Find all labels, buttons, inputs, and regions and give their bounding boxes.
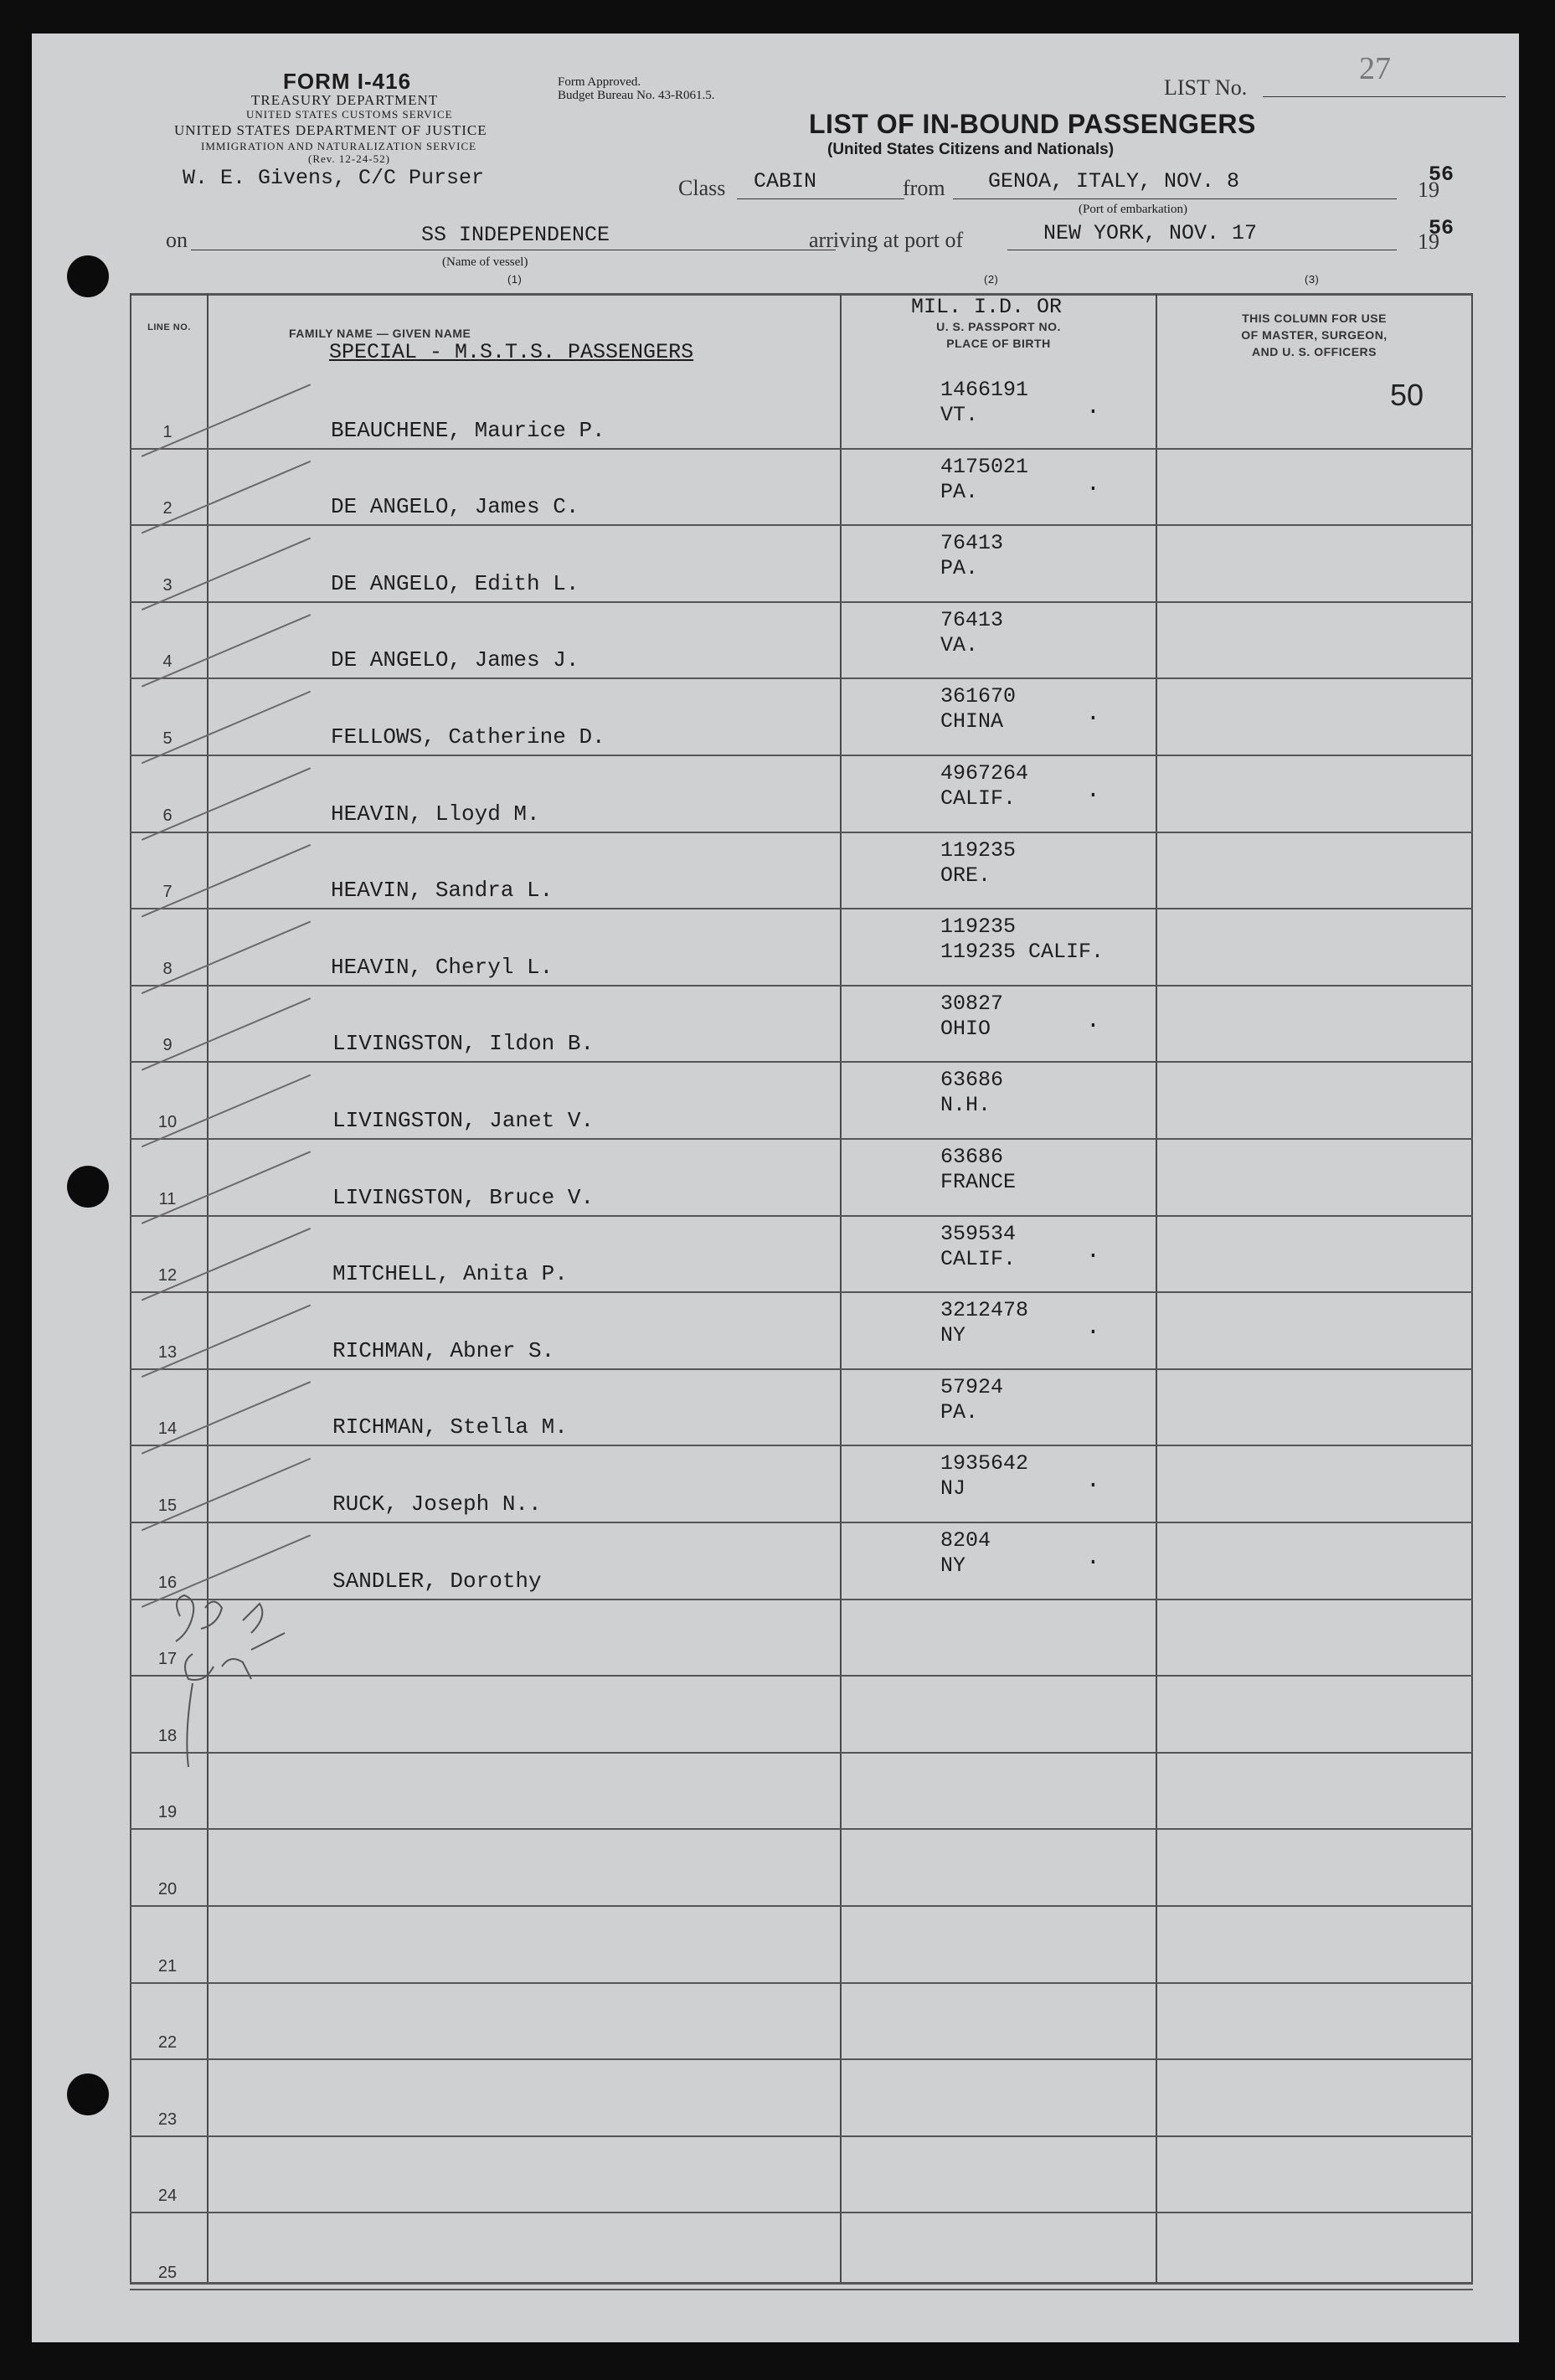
passport-number: 4967264: [940, 761, 1029, 786]
typed-dot: .: [1086, 1545, 1100, 1571]
col-header-master-2: OF MASTER, SURGEON,: [1241, 328, 1388, 342]
row-line-number: 21: [157, 1956, 178, 1976]
row-line-number: 25: [157, 2264, 178, 2282]
passport-number: 1466191: [940, 378, 1029, 402]
row-line-number: 13: [157, 1342, 178, 1362]
place-of-birth: CHINA: [940, 709, 1004, 734]
dept-line-4: IMMIGRATION AND NATURALIZATION SERVICE: [201, 140, 477, 152]
passenger-table: [130, 293, 1473, 2285]
revision: (Rev. 12-24-52): [308, 152, 390, 165]
row-line-number: 19: [157, 1803, 178, 1822]
col-header-id-3: PLACE OF BIRTH: [946, 337, 1051, 350]
row-line-number: 10: [157, 1113, 178, 1131]
row-line-number: 16: [157, 1573, 178, 1592]
row-divider: [130, 1368, 1473, 1370]
year-prefix-1: 19: [1418, 178, 1439, 202]
passenger-name: LIVINGSTON, Janet V.: [332, 1108, 595, 1133]
row-divider: [130, 677, 1473, 679]
col-header-line-no: LINE NO.: [147, 322, 191, 332]
passport-number: 63686: [940, 1145, 1004, 1169]
row-divider: [130, 908, 1473, 909]
class-label: Class: [678, 176, 726, 200]
typed-dot: .: [1086, 1007, 1100, 1034]
list-no-label: LIST No.: [1164, 75, 1248, 100]
row-divider: [130, 2135, 1473, 2137]
row-line-number: 24: [157, 2187, 178, 2206]
list-no-value: 27: [1359, 51, 1391, 86]
passport-number: 4175021: [940, 454, 1029, 479]
place-of-birth: PA.: [940, 556, 979, 581]
col-header-id-1: MIL. I.D. OR: [911, 295, 1063, 319]
dept-line-3: UNITED STATES DEPARTMENT OF JUSTICE: [174, 122, 487, 138]
row-divider: [130, 2212, 1473, 2213]
row-line-number: 17: [157, 1650, 178, 1669]
row-divider: [130, 1061, 1473, 1063]
row-line-number: 9: [162, 1036, 172, 1055]
passport-number: 361670: [940, 684, 1017, 709]
place-of-birth: PA.: [940, 1399, 979, 1424]
passenger-name: DE ANGELO, Edith L.: [331, 570, 579, 596]
passport-number: 76413: [940, 607, 1004, 632]
place-of-birth: NY: [940, 1323, 966, 1348]
row-line-number: 7: [162, 883, 172, 902]
place-of-birth: VT.: [940, 403, 979, 427]
passenger-name: HEAVIN, Lloyd M.: [331, 801, 540, 827]
passport-number: 119235: [940, 914, 1017, 940]
punch-hole: [67, 255, 109, 297]
dept-line-1: TREASURY DEPARTMENT: [251, 92, 439, 108]
row-line-number: 3: [162, 575, 172, 595]
row-divider: [130, 1291, 1473, 1293]
row-line-number: 11: [158, 1189, 177, 1208]
passenger-name: BEAUCHENE, Maurice P.: [331, 417, 605, 443]
punch-hole: [67, 1166, 109, 1208]
passenger-name: RICHMAN, Abner S.: [332, 1337, 555, 1363]
place-of-birth: 119235 CALIF.: [940, 940, 1104, 965]
typed-dot: .: [1086, 471, 1100, 497]
passport-number: 8204: [940, 1528, 991, 1553]
typed-dot: .: [1086, 1315, 1100, 1342]
passenger-name: SANDLER, Dorothy: [332, 1568, 542, 1594]
passenger-name: RUCK, Joseph N..: [332, 1491, 542, 1517]
place-of-birth: FRANCE: [940, 1170, 1017, 1194]
place-of-birth: CALIF.: [940, 1246, 1017, 1271]
place-of-birth: PA.: [940, 479, 979, 504]
passenger-name: FELLOWS, Catherine D.: [331, 724, 605, 750]
row-line-number: 15: [157, 1497, 178, 1515]
passenger-name: LIVINGSTON, Bruce V.: [332, 1184, 595, 1210]
col-num-2: (2): [984, 273, 999, 286]
place-of-birth: ORE.: [940, 863, 991, 888]
row-divider: [130, 1752, 1473, 1754]
passport-number: 3212478: [940, 1298, 1029, 1323]
place-of-birth: NY: [940, 1553, 966, 1578]
vessel-name: SS INDEPENDENCE: [421, 223, 610, 247]
row-divider: [130, 1828, 1473, 1830]
passenger-name: HEAVIN, Cheryl L.: [331, 954, 554, 980]
row-line-number: 1: [162, 422, 172, 441]
col-header-master-1: THIS COLUMN FOR USE: [1242, 312, 1387, 325]
class-value: CABIN: [754, 169, 817, 193]
row-line-number: 14: [157, 1419, 178, 1439]
row-divider: [130, 1599, 1473, 1600]
year-suffix-1: 56: [1429, 162, 1455, 187]
passport-number: 76413: [940, 531, 1004, 556]
row-divider: [130, 2289, 1473, 2290]
on-label: on: [166, 228, 188, 252]
row-line-number: 5: [162, 729, 172, 748]
from-label: from: [903, 176, 945, 200]
passenger-name: LIVINGSTON, Ildon B.: [332, 1031, 595, 1057]
place-of-birth: CALIF.: [940, 786, 1017, 811]
typed-dot: .: [1086, 778, 1100, 804]
col-num-3: (3): [1305, 273, 1320, 286]
form-number: FORM I-416: [283, 69, 412, 94]
row-divider: [130, 2058, 1473, 2060]
typed-dot: .: [1086, 1468, 1100, 1495]
row-divider: [130, 1445, 1473, 1446]
row-line-number: 18: [157, 1726, 178, 1745]
purser-name: W. E. Givens, C/C Purser: [183, 166, 485, 190]
passport-number: 63686: [940, 1068, 1004, 1093]
row-divider: [130, 524, 1473, 526]
row-divider: [130, 1522, 1473, 1523]
punch-hole: [67, 2073, 109, 2115]
row-divider: [130, 755, 1473, 756]
passenger-name: DE ANGELO, James C.: [331, 494, 579, 520]
typed-dot: .: [1086, 701, 1100, 728]
row-divider: [130, 1138, 1473, 1140]
place-of-birth: N.H.: [940, 1093, 991, 1118]
col-header-master-3: AND U. S. OFFICERS: [1251, 345, 1377, 358]
place-of-birth: NJ: [940, 1476, 966, 1502]
arriving-label: arriving at port of: [809, 228, 964, 252]
row-divider: [130, 1215, 1473, 1217]
passenger-name: HEAVIN, Sandra L.: [331, 878, 554, 904]
passenger-name: DE ANGELO, James J.: [331, 647, 579, 673]
row-divider: [130, 1675, 1473, 1677]
col-header-name: FAMILY NAME — GIVEN NAME: [289, 327, 471, 340]
approval-line-1: Form Approved.: [558, 75, 641, 89]
document-subtitle: (United States Citizens and Nationals): [827, 141, 1115, 158]
row-line-number: 12: [157, 1266, 178, 1285]
passport-number: 1935642: [940, 1451, 1029, 1476]
row-line-number: 22: [157, 2033, 178, 2053]
arrival-value: NEW YORK, NOV. 17: [1043, 221, 1258, 245]
year-prefix-2: 19: [1418, 229, 1439, 254]
row-line-number: 20: [157, 1880, 178, 1898]
place-of-birth: VA.: [940, 632, 979, 657]
row-divider: [130, 1982, 1473, 1984]
passport-number: 30827: [940, 991, 1004, 1016]
row-line-number: 23: [157, 2110, 178, 2129]
dept-line-2: UNITED STATES CUSTOMS SERVICE: [246, 108, 453, 121]
passport-number: 119235: [940, 837, 1017, 863]
officer-notation: 50: [1390, 378, 1424, 412]
passenger-name: RICHMAN, Stella M.: [332, 1414, 568, 1440]
row-divider: [130, 601, 1473, 603]
passport-number: 359534: [940, 1221, 1017, 1246]
col-num-1: (1): [507, 273, 523, 286]
year-suffix-2: 56: [1429, 216, 1455, 240]
passenger-name: MITCHELL, Anita P.: [332, 1261, 568, 1287]
document-title: LIST OF IN-BOUND PASSENGERS: [809, 109, 1256, 139]
row-divider: [130, 985, 1473, 987]
vessel-caption: (Name of vessel): [442, 255, 528, 269]
passport-number: 57924: [940, 1374, 1004, 1399]
row-divider: [130, 832, 1473, 833]
from-value: GENOA, ITALY, NOV. 8: [988, 169, 1240, 193]
row-divider: [130, 1905, 1473, 1907]
port-embark-caption: (Port of embarkation): [1079, 203, 1187, 216]
place-of-birth: OHIO: [940, 1016, 991, 1041]
row-line-number: 4: [162, 652, 172, 672]
col-header-id-2: U. S. PASSPORT NO.: [936, 320, 1061, 333]
typed-dot: .: [1086, 394, 1100, 420]
approval-line-2: Budget Bureau No. 43-R061.5.: [558, 89, 715, 102]
section-title: SPECIAL - M.S.T.S. PASSENGERS: [329, 340, 694, 364]
row-line-number: 6: [162, 806, 172, 825]
typed-dot: .: [1086, 1238, 1100, 1265]
row-divider: [130, 448, 1473, 450]
row-line-number: 2: [162, 499, 172, 518]
row-line-number: 8: [162, 959, 172, 978]
